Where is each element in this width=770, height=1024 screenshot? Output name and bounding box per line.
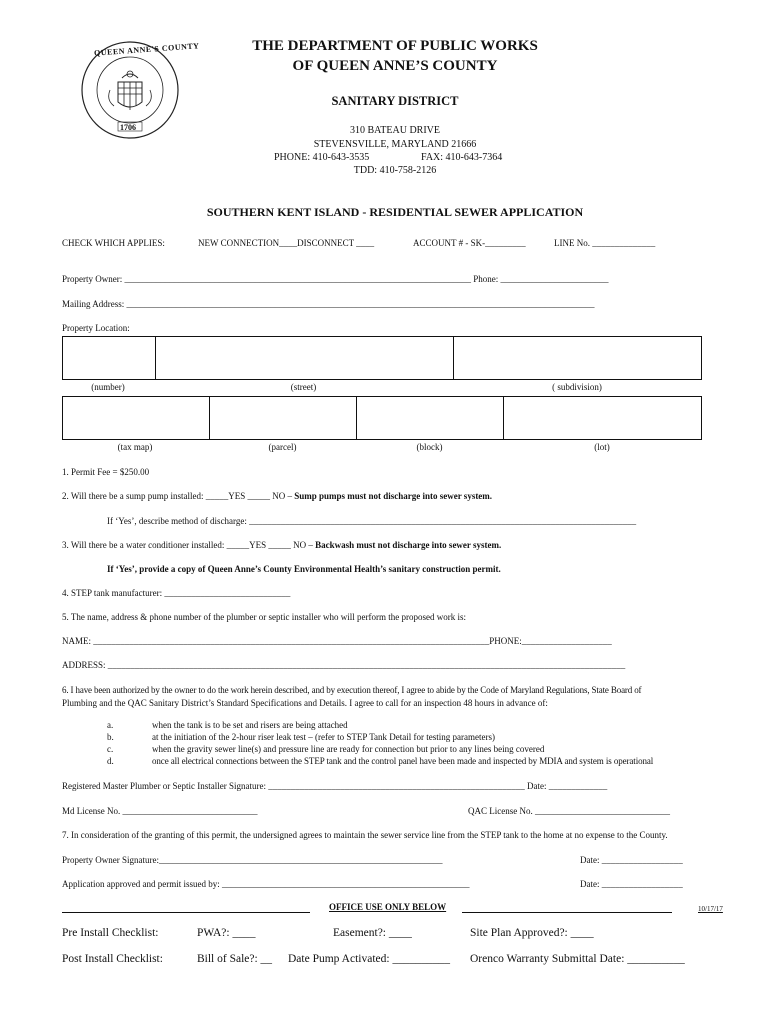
tdd-number: TDD: 410-758-2126 (353, 165, 437, 176)
dept-title-line2: OF QUEEN ANNE’S COUNTY (292, 58, 498, 74)
inspection-item-c: when the gravity sewer line(s) and pressure line are ready for connection but prior to any lines being covered (152, 744, 545, 754)
date-pump-activated-field[interactable]: Date Pump Activated: __________ (288, 953, 450, 965)
fax-number: FAX: 410-643-7364 (421, 152, 503, 163)
property-owner-field[interactable]: Property Owner: _____________________________________________________________________________ Phone: ________________________ (62, 274, 609, 284)
authorization-text-line2: Plumbing and the QAC Sanitary District’s Standard Specifications and Details. I agree to call for an inspection 48 hours in advance of: (62, 698, 548, 708)
master-plumber-signature-field[interactable]: Registered Master Plumber or Septic Installer Signature: _________________________________________________________ Date: _____________ (62, 781, 608, 791)
office-rule-left (62, 912, 310, 913)
subdivision-label: ( subdivision) (552, 382, 602, 392)
mailing-address-field[interactable]: Mailing Address: ________________________________________________________________________________________________________ (62, 299, 595, 309)
md-license-field[interactable]: Md License No. ______________________________ (62, 806, 258, 816)
approved-date-field[interactable]: Date: __________________ (580, 879, 683, 889)
inspection-item-b: at the initiation of the 2-hour riser leak test – (refer to STEP Tank Detail for testing parameters) (152, 732, 496, 742)
office-rule-right (462, 912, 672, 913)
plumber-intro: 5. The name, address & phone number of the plumber or septic installer who will perform the proposed work is: (62, 612, 466, 622)
phone-number: PHONE: 410-643-3535 (274, 152, 370, 163)
inspection-item-a: when the tank is to be set and risers are being attached (152, 720, 348, 730)
inspection-item-d: once all electrical connections between the STEP tank and the control panel have been made and inspected by MDIA and system is operational (152, 756, 654, 766)
approved-by-field[interactable]: Application approved and permit issued by: _______________________________________________________ (62, 879, 470, 889)
owner-signature-field[interactable]: Property Owner Signature:_______________________________________________________________ (62, 855, 443, 865)
address-line2: STEVENSVILLE, MARYLAND 21666 (313, 139, 477, 150)
easement-field[interactable]: Easement?: ____ (333, 927, 412, 939)
address-line1: 310 BATEAU DRIVE (350, 125, 440, 136)
sump-discharge-field[interactable]: If ‘Yes’, describe method of discharge: ______________________________________________________________________________________ (107, 516, 637, 526)
sump-pump-question-text: 2. Will there be a sump pump installed: _____YES _____ NO – (62, 491, 295, 501)
block-label: (block) (416, 442, 443, 452)
parcel-cell[interactable] (209, 397, 210, 439)
qac-license-field[interactable]: QAC License No. ______________________________ (468, 806, 670, 816)
dept-title-line1: THE DEPARTMENT OF PUBLIC WORKS (252, 38, 538, 54)
lot-label: (lot) (594, 442, 610, 452)
plumber-address-field[interactable]: ADDRESS: ___________________________________________________________________________________________________________________ (62, 660, 626, 670)
account-number-field[interactable]: ACCOUNT # - SK-_________ (413, 238, 526, 248)
seal-year: 1706 (120, 123, 136, 132)
inspection-letter-a: a. (107, 720, 114, 730)
inspection-letter-c: c. (107, 744, 114, 754)
form-title: SOUTHERN KENT ISLAND - RESIDENTIAL SEWER APPLICATION (206, 205, 584, 219)
block-cell[interactable] (356, 397, 357, 439)
sump-pump-warning: Sump pumps must not discharge into sewer system. (294, 491, 493, 501)
pre-install-label: Pre Install Checklist: (62, 927, 159, 939)
lot-cell[interactable] (503, 397, 504, 439)
seal-top-text: QUEEN ANNE'S COUNTY (93, 41, 200, 58)
property-location-label: Property Location: (62, 323, 130, 333)
backwash-warning: Backwash must not discharge into sewer system. (315, 540, 502, 550)
location-table-row2 (62, 396, 702, 440)
street-cell[interactable] (155, 337, 156, 379)
orenco-warranty-field[interactable]: Orenco Warranty Submittal Date: __________ (470, 953, 685, 965)
owner-date-field[interactable]: Date: __________________ (580, 855, 683, 865)
site-plan-field[interactable]: Site Plan Approved?: ____ (470, 927, 594, 939)
location-table-row1 (62, 336, 702, 380)
line-number-field[interactable]: LINE No. ______________ (554, 238, 656, 248)
inspection-letter-d: d. (107, 756, 114, 766)
consideration-text: 7. In consideration of the granting of this permit, the undersigned agrees to maintain the sewer service line from the STEP tank to the home at no expense to the County. (62, 830, 668, 840)
check-which-applies-label: CHECK WHICH APPLIES: (62, 238, 165, 248)
new-connection-field[interactable]: NEW CONNECTION____DISCONNECT ____ (198, 238, 375, 248)
subdivision-cell[interactable] (453, 337, 454, 379)
tax-map-label: (tax map) (117, 442, 153, 452)
street-label: (street) (290, 382, 317, 392)
permit-fee: 1. Permit Fee = $250.00 (62, 467, 150, 477)
bill-of-sale-field[interactable]: Bill of Sale?: __ (197, 953, 273, 965)
construction-permit-note: If ‘Yes’, provide a copy of Queen Anne’s County Environmental Health’s sanitary construction permit. (107, 564, 501, 574)
step-tank-manufacturer-field[interactable]: 4. STEP tank manufacturer: ____________________________ (62, 588, 291, 598)
authorization-text-line1: 6. I have been authorized by the owner to do the work herein described, and by execution thereof, I agree to abide by the Code of Maryland Regulations, State Board of (62, 685, 642, 695)
county-seal (80, 40, 200, 140)
water-conditioner-question-text: 3. Will there be a water conditioner installed: _____YES _____ NO – (62, 540, 316, 550)
form-version: 10/17/17 (698, 905, 723, 913)
water-conditioner-question[interactable] (62, 540, 501, 550)
pwa-field[interactable]: PWA?: ____ (197, 927, 256, 939)
parcel-label: (parcel) (268, 442, 297, 452)
inspection-letter-b: b. (107, 732, 114, 742)
office-use-label: OFFICE USE ONLY BELOW (329, 902, 447, 912)
plumber-name-phone-field[interactable]: NAME: ________________________________________________________________________________________PHONE:____________________ (62, 636, 612, 646)
district-title: SANITARY DISTRICT (331, 94, 459, 108)
post-install-label: Post Install Checklist: (62, 953, 163, 965)
number-label: (number) (91, 382, 125, 392)
sump-pump-question[interactable] (62, 491, 492, 501)
